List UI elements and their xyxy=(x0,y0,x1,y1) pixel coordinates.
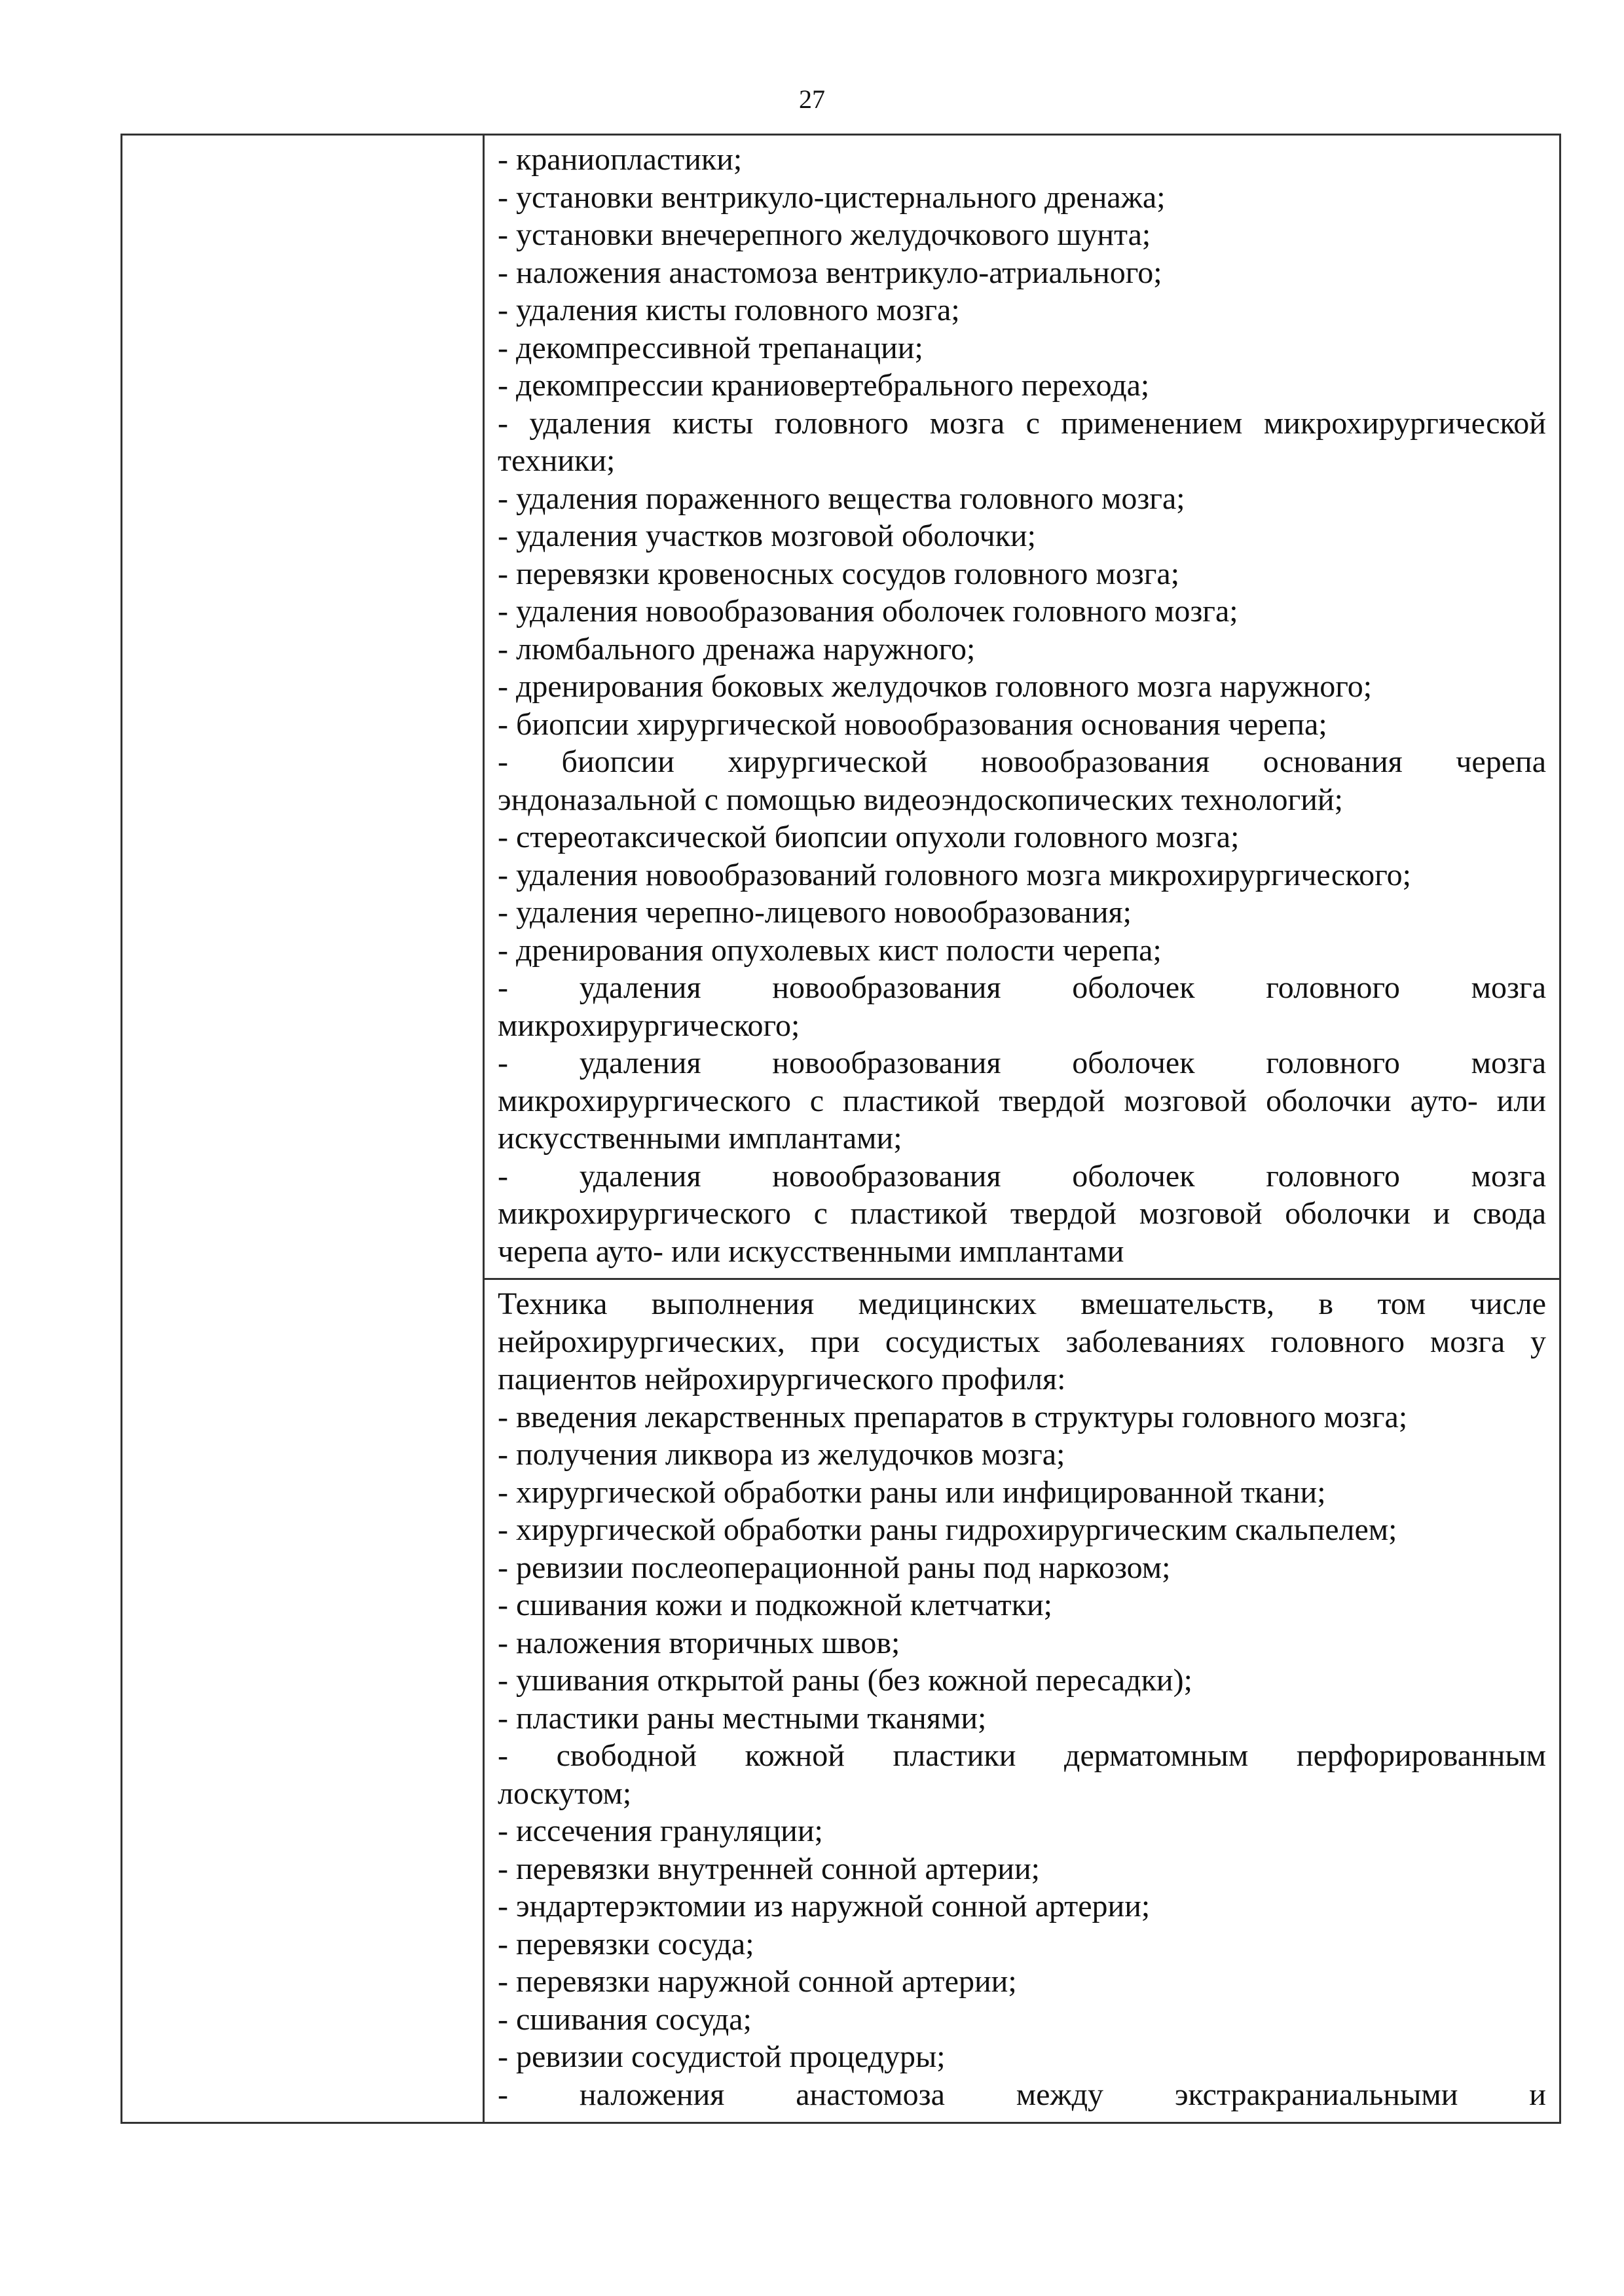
text-line: - иссечения грануляции; xyxy=(498,1813,823,1848)
text-line: - пластики раны местными тканями; xyxy=(498,1700,987,1736)
text-line: - удаления новообразования оболочек головного мозга xyxy=(498,1158,1546,1194)
text-line: - введения лекарственных препаратов в структуры головного мозга; xyxy=(498,1399,1408,1434)
text-line: микрохирургического; xyxy=(498,1008,800,1043)
text-line: - дренирования опухолевых кист полости черепа; xyxy=(498,932,1162,968)
page-number: 27 xyxy=(799,84,825,114)
text-line: - перевязки внутренней сонной артерии; xyxy=(498,1851,1040,1886)
text-line: - перевязки наружной сонной артерии; xyxy=(498,1964,1017,1999)
text-line: - хирургической обработки раны или инфицированной ткани; xyxy=(498,1474,1326,1510)
text-line: черепа ауто- или искусственными имплантами xyxy=(498,1233,1124,1269)
text-line: - эндартерэктомии из наружной сонной артерии; xyxy=(498,1889,1151,1923)
table-cell-row-2 xyxy=(485,1280,1559,2122)
table-left-column xyxy=(122,136,485,2122)
text-line: Техника выполнения медицинских вмешательств, в том числе xyxy=(498,1286,1546,1321)
text-line: - удаления участков мозговой оболочки; xyxy=(498,519,1036,553)
text-line: - удаления новообразования оболочек головного мозга xyxy=(498,970,1546,1005)
text-line: - краниопластики; xyxy=(498,142,743,177)
text-line: лоскутом; xyxy=(498,1776,632,1811)
text-line: - дренирования боковых желудочков головного мозга наружного; xyxy=(498,669,1373,704)
text-line: - получения ликвора из желудочков мозга; xyxy=(498,1437,1065,1472)
text-line: - установки вентрикуло-цистернального дренажа; xyxy=(498,179,1166,215)
text-line: - удаления новообразования оболочек головного мозга xyxy=(498,1046,1546,1080)
text-line: - ушивания открытой раны (без кожной пересадки); xyxy=(498,1663,1192,1698)
text-line: - свободной кожной пластики дерматомным перфорированным xyxy=(498,1738,1546,1773)
text-line: - декомпрессии краниовертебрального перехода; xyxy=(498,368,1150,403)
text-line: эндоназальной с помощью видеоэндоскопических технологий; xyxy=(498,782,1343,817)
text-line: - люмбального дренажа наружного; xyxy=(498,631,976,666)
text-line: - перевязки сосуда; xyxy=(498,1926,754,1961)
table-cell-row-1 xyxy=(485,136,1559,1280)
text-line: - хирургической обработки раны гидрохирургическим скальпелем; xyxy=(498,1512,1397,1547)
text-line: - удаления кисты головного мозга; xyxy=(498,293,960,327)
text-line: - стереотаксической биопсии опухоли головного мозга; xyxy=(498,820,1240,854)
text-line: - декомпрессивной трепанации; xyxy=(498,330,923,365)
text-line: - удаления новообразования оболочек головного мозга; xyxy=(498,594,1238,629)
text-line: - удаления черепно-лицевого новообразования; xyxy=(498,895,1132,930)
text-line: - удаления новообразований головного мозга микрохирургического; xyxy=(498,857,1411,892)
text-line: - перевязки кровеносных сосудов головного мозга; xyxy=(498,556,1180,591)
table-right-column xyxy=(485,136,1559,2122)
text-line: - сшивания кожи и подкожной клетчатки; xyxy=(498,1588,1052,1622)
text-line: - удаления пораженного вещества головного мозга; xyxy=(498,481,1185,516)
text-line: - ревизии сосудистой процедуры; xyxy=(498,2039,946,2074)
text-line: техники; xyxy=(498,443,616,478)
text-line: микрохирургического с пластикой твердой мозговой оболочки ауто- или xyxy=(498,1083,1546,1118)
text-line: - биопсии хирургической новообразования основания черепа xyxy=(498,744,1546,779)
text-line: - биопсии хирургической новообразования основания черепа; xyxy=(498,706,1327,742)
text-line: - наложения вторичных швов; xyxy=(498,1625,900,1660)
text-line: искусственными имплантами; xyxy=(498,1121,902,1156)
procedures-table xyxy=(120,134,1561,2124)
text-line: пациентов нейрохирургического профиля: xyxy=(498,1362,1066,1396)
text-line: - ревизии послеоперационной раны под наркозом; xyxy=(498,1550,1171,1585)
text-line: нейрохирургических, при сосудистых заболеваниях головного мозга у xyxy=(498,1324,1546,1359)
text-line: - наложения анастомоза вентрикуло-атриального; xyxy=(498,255,1162,290)
text-line: - удаления кисты головного мозга с применением микрохирургической xyxy=(498,405,1546,441)
text-line: - наложения анастомоза между экстракраниальными и xyxy=(498,2077,1546,2112)
text-line: - установки внечерепного желудочкового шунта; xyxy=(498,217,1151,252)
text-line: микрохирургического с пластикой твердой мозговой оболочки и свода xyxy=(498,1196,1546,1231)
text-line: - сшивания сосуда; xyxy=(498,2001,752,2037)
